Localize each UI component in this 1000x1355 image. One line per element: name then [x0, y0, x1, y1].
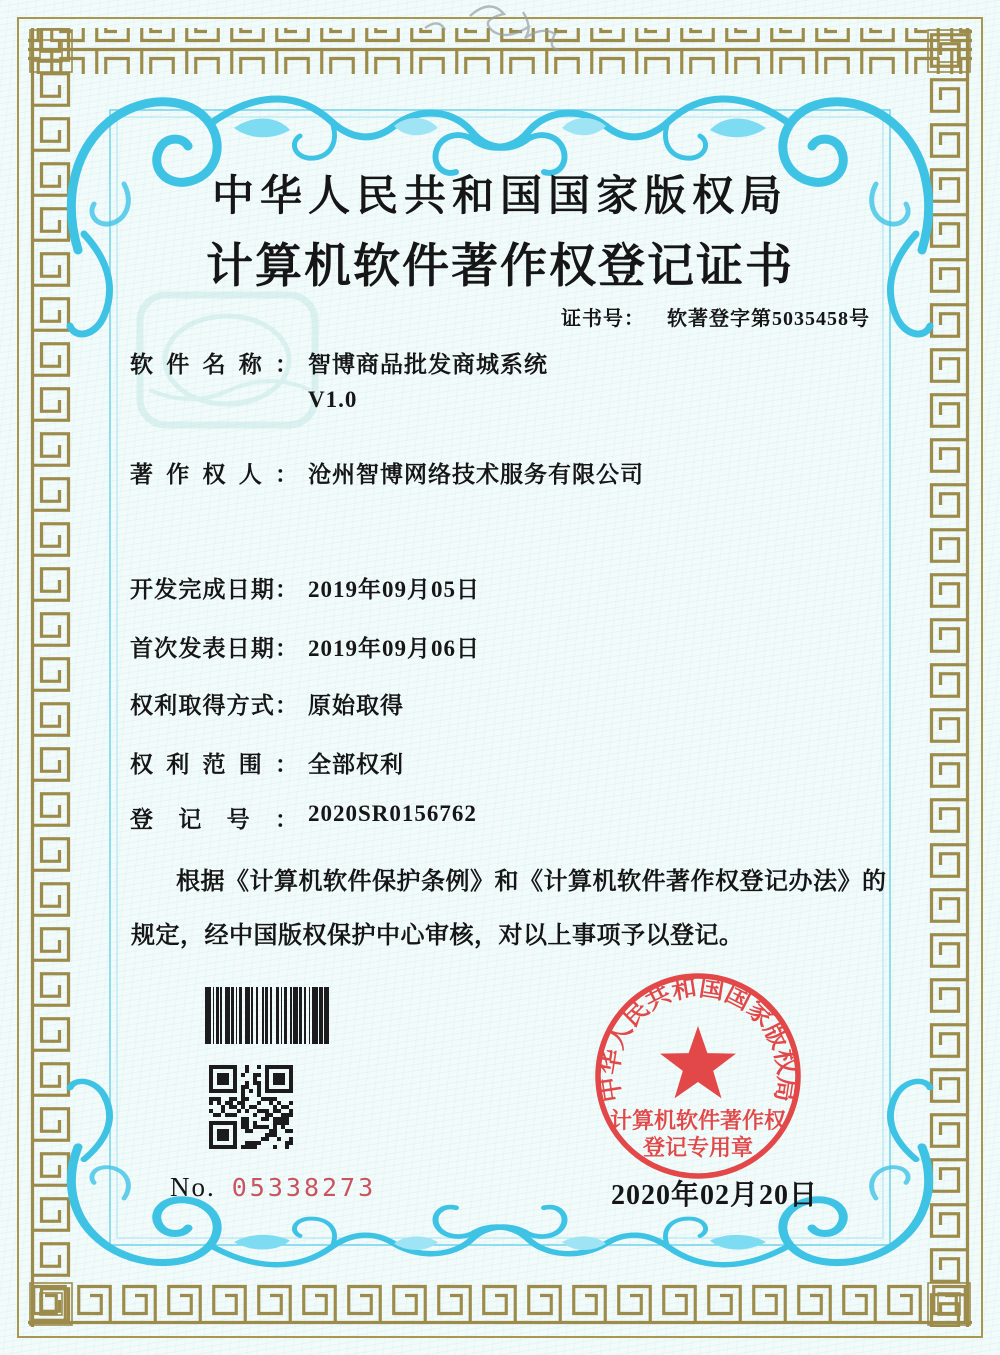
dev-completion-date-value: 2019年09月05日 [308, 577, 480, 602]
field-row-first-publish-date [130, 630, 480, 663]
barcode [205, 987, 353, 1044]
official-seal [588, 966, 808, 1186]
authority-title: 中华人民共和国国家版权局 [211, 174, 788, 220]
registration-no-label: 登记号： [130, 807, 298, 832]
software-version: V1.0 [308, 387, 358, 412]
statement-line-2: 规定，经中国版权保护中心审核，对以上事项予以登记。 [131, 923, 744, 949]
barcode-bar [324, 987, 329, 1044]
seal-ring-text: 中华人民共和国国家版权局 [596, 974, 800, 1104]
field-row-registration-no [130, 801, 477, 834]
registration-no-value: 2020SR0156762 [308, 801, 477, 826]
serial-label: No. [170, 1172, 216, 1202]
rights-acquisition-label: 权利取得方式： [130, 693, 298, 718]
certificate-number-label: 证书号： [561, 308, 645, 330]
field-row-dev-completion-date [130, 571, 480, 604]
statement-line-1: 根据《计算机软件保护条例》和《计算机软件著作权登记办法》的 [176, 869, 887, 895]
rights-scope-label: 权利范围： [130, 752, 298, 777]
field-row-software-name [130, 346, 548, 379]
seal-inner-line-1: 计算机软件著作权 [609, 1108, 787, 1133]
field-row-copyright-owner [130, 456, 644, 489]
field-row-rights-acquisition [130, 687, 404, 720]
software-name-label: 软件名称： [130, 352, 298, 377]
seal-star-icon [660, 1026, 736, 1098]
dev-completion-date-label: 开发完成日期： [130, 577, 298, 602]
rights-acquisition-value: 原始取得 [308, 693, 404, 718]
certificate-title: 计算机软件著作权登记证书 [206, 241, 794, 293]
first-publish-date-value: 2019年09月06日 [308, 636, 480, 661]
qr-code [209, 1065, 293, 1149]
copyright-owner-label: 著作权人： [130, 462, 298, 487]
issue-date: 2020年02月20日 [611, 1180, 819, 1211]
software-name-value: 智博商品批发商城系统 [308, 352, 548, 377]
serial-line [170, 1172, 376, 1203]
certificate-number-line [561, 302, 870, 331]
field-row-rights-scope [130, 746, 404, 779]
certificate-number-value: 软著登字第5035458号 [667, 308, 870, 330]
first-publish-date-label: 首次发表日期： [130, 636, 298, 661]
copyright-owner-value: 沧州智博网络技术服务有限公司 [308, 462, 644, 487]
rights-scope-value: 全部权利 [308, 752, 404, 777]
seal-inner-line-2: 登记专用章 [642, 1135, 754, 1160]
serial-number: 05338273 [231, 1173, 377, 1202]
